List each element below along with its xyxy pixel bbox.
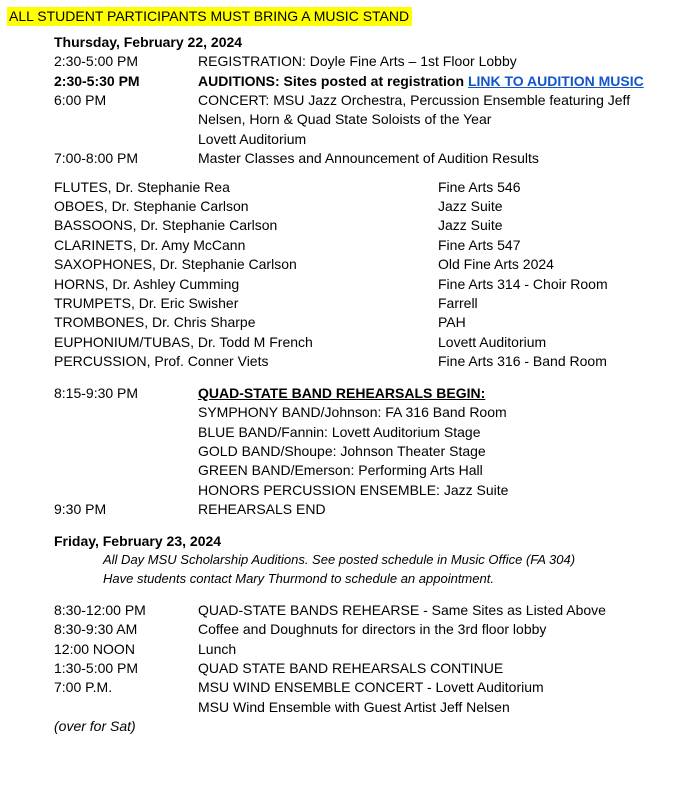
masterclass-location: Old Fine Arts 2024: [438, 256, 554, 272]
event-time: 8:30-12:00 PM: [54, 602, 146, 618]
masterclass-location: Fine Arts 316 - Band Room: [438, 353, 607, 369]
event-desc: AUDITIONS: Sites posted at registration: [198, 73, 465, 89]
event-desc: Master Classes and Announcement of Audition Results: [198, 150, 539, 166]
masterclass-location: Jazz Suite: [438, 198, 503, 214]
band-site: HONORS PERCUSSION ENSEMBLE: Jazz Suite: [198, 482, 509, 498]
event-desc-line: Lovett Auditorium: [198, 131, 307, 147]
friday-date: Friday, February 23, 2024: [54, 533, 222, 549]
event-desc: Coffee and Doughnuts for directors in the 3rd floor lobby: [198, 621, 547, 637]
masterclass-name: FLUTES, Dr. Stephanie Rea: [54, 179, 230, 195]
friday-note: Have students contact Mary Thurmond to schedule an appointment.: [103, 571, 494, 586]
masterclass-name: TRUMPETS, Dr. Eric Swisher: [54, 295, 239, 311]
masterclass-name: EUPHONIUM/TUBAS, Dr. Todd M French: [54, 334, 313, 350]
event-desc: MSU Wind Ensemble with Guest Artist Jeff Nelsen: [198, 699, 510, 715]
masterclass-location: Lovett Auditorium: [438, 334, 547, 350]
event-desc-line: CONCERT: MSU Jazz Orchestra, Percussion Ensemble featuring Jeff: [198, 92, 631, 108]
rehearsal-heading: QUAD-STATE BAND REHEARSALS BEGIN:: [198, 385, 486, 401]
event-time: 12:00 NOON: [54, 641, 135, 657]
band-site: GREEN BAND/Emerson: Performing Arts Hall: [198, 462, 483, 478]
rehearsal-end-time: 9:30 PM: [54, 501, 107, 517]
masterclass-location: Fine Arts 547: [438, 237, 521, 253]
masterclass-location: Jazz Suite: [438, 217, 503, 233]
friday-note: All Day MSU Scholarship Auditions. See posted schedule in Music Office (FA 304): [103, 552, 576, 567]
event-time: 7:00-8:00 PM: [54, 150, 139, 166]
band-site: GOLD BAND/Shoupe: Johnson Theater Stage: [198, 443, 486, 459]
masterclass-location: Farrell: [438, 295, 478, 311]
masterclass-location: Fine Arts 314 - Choir Room: [438, 276, 608, 292]
event-desc: REGISTRATION: Doyle Fine Arts – 1st Floor Lobby: [198, 53, 517, 69]
footer-note: (over for Sat): [54, 718, 136, 734]
masterclass-name: TROMBONES, Dr. Chris Sharpe: [54, 314, 256, 330]
event-time: 2:30-5:30 PM: [54, 73, 140, 89]
event-time: 1:30-5:00 PM: [54, 660, 139, 676]
masterclass-name: CLARINETS, Dr. Amy McCann: [54, 237, 246, 253]
masterclass-location: Fine Arts 546: [438, 179, 521, 195]
thursday-date: Thursday, February 22, 2024: [54, 34, 243, 50]
rehearsal-end-desc: REHEARSALS END: [198, 501, 326, 517]
event-desc: Lunch: [198, 641, 237, 657]
event-time: 7:00 P.M.: [54, 679, 113, 695]
masterclass-name: BASSOONS, Dr. Stephanie Carlson: [54, 217, 278, 233]
masterclass-name: SAXOPHONES, Dr. Stephanie Carlson: [54, 256, 297, 272]
event-desc: MSU WIND ENSEMBLE CONCERT - Lovett Auditorium: [198, 679, 544, 695]
event-time: 6:00 PM: [54, 92, 107, 108]
masterclass-location: PAH: [438, 314, 466, 330]
music-stand-banner: ALL STUDENT PARTICIPANTS MUST BRING A MUSIC STAND: [7, 7, 412, 26]
masterclass-name: PERCUSSION, Prof. Conner Viets: [54, 353, 269, 369]
masterclass-name: HORNS, Dr. Ashley Cumming: [54, 276, 240, 292]
event-desc: QUAD-STATE BANDS REHEARSE - Same Sites as Listed Above: [198, 602, 606, 618]
event-time: 8:30-9:30 AM: [54, 621, 138, 637]
band-site: SYMPHONY BAND/Johnson: FA 316 Band Room: [198, 404, 507, 420]
masterclass-name: OBOES, Dr. Stephanie Carlson: [54, 198, 249, 214]
audition-music-link[interactable]: LINK TO AUDITION MUSIC: [467, 73, 644, 89]
event-time: 2:30-5:00 PM: [54, 53, 139, 69]
event-desc: QUAD STATE BAND REHEARSALS CONTINUE: [198, 660, 504, 676]
band-site: BLUE BAND/Fannin: Lovett Auditorium Stage: [198, 424, 481, 440]
event-desc-line: Nelsen, Horn & Quad State Soloists of the Year: [198, 111, 492, 127]
auditions-line: [198, 72, 644, 91]
rehearsal-time: 8:15-9:30 PM: [54, 385, 139, 401]
